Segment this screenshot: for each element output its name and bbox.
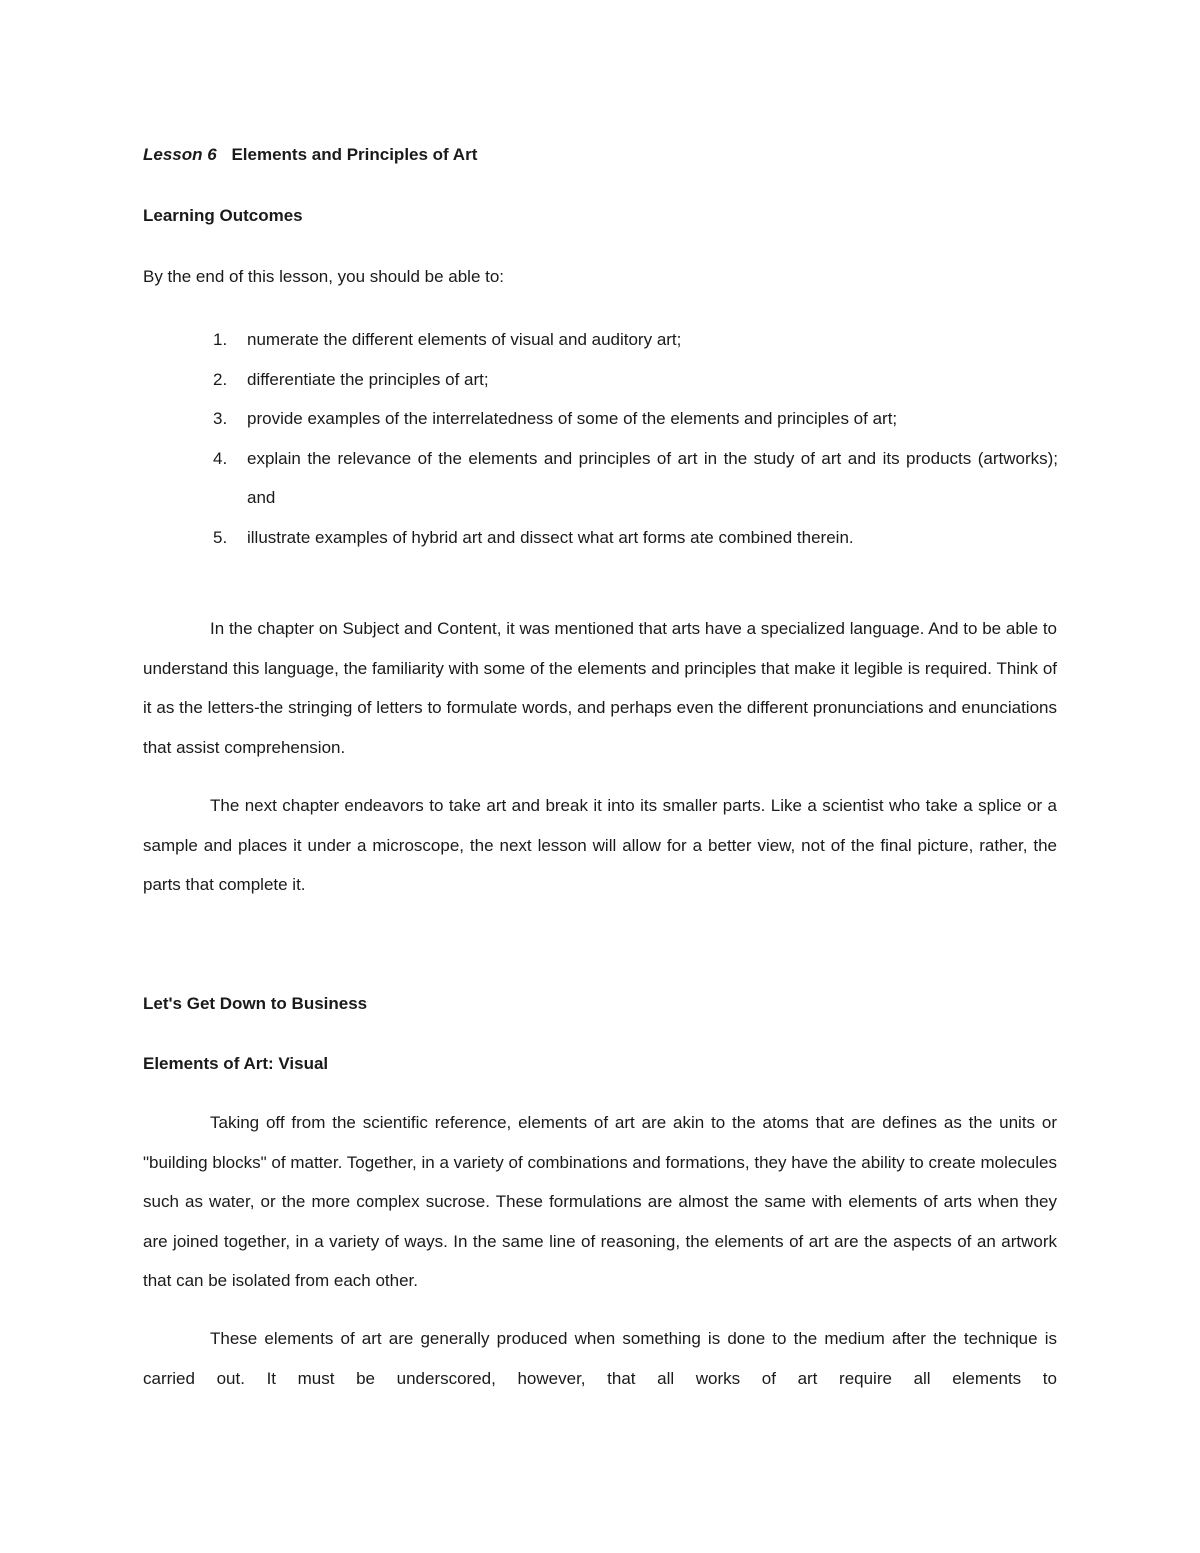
list-item-number: 2. [213,369,228,389]
body-paragraph-2: The next chapter endeavors to take art and break it into its smaller parts. Like a scientist who take a splice or a sample and places it under a microscope, the next lesson will allow for a better view, not of the final picture, rather, the parts that complete it. [143,796,1057,894]
lesson-number: Lesson 6 [143,145,217,164]
list-item-number: 4. [213,448,228,468]
list-item-number: 3. [213,409,228,428]
list-item [143,320,1058,360]
section-paragraph-1: Taking off from the scientific reference, elements of art are akin to the atoms that are defines as the units or "building blocks" of matter. Together, in a variety of combinations and formations, they have the ability to create molecules such as water, or the more complex sucrose. These formulations are almost the same with elements of arts when they are joined together, in a variety of ways. In the same line of reasoning, the elements of art are the aspects of an artwork that can be isolated from each other. [143,1113,1057,1290]
list-item [143,399,1058,439]
section-subheading: Elements of Art: Visual [143,1054,329,1073]
body-paragraph-1: In the chapter on Subject and Content, it was mentioned that arts have a specialized language. And to be able to understand this language, the familiarity with some of the elements and principles that make it legible is required. Think of it as the letters-the stringing of letters to formulate words, and perhaps even the different pronunciations and enunciations that assist comprehension. [143,619,1057,757]
list-item [143,439,1058,518]
section-heading: Let's Get Down to Business [143,994,368,1013]
list-item-number: 5. [213,527,228,547]
lesson-title-text: Elements and Principles of Art [231,145,478,164]
learning-outcomes-heading: Learning Outcomes [143,206,303,225]
learning-outcomes-list [143,320,1058,557]
learning-outcomes-intro: By the end of this lesson, you should be able to: [143,267,505,286]
list-item [143,518,1058,558]
list-item-text: illustrate examples of hybrid art and dissect what art forms ate combined therein. [247,527,854,547]
list-item [143,360,1058,400]
list-item-text: explain the relevance of the elements and principles of art in the study of art and its products (artworks); and [247,448,1058,507]
section-paragraph-2: These elements of art are generally produced when something is done to the medium after the technique is carried out. It must be underscored, however, that all works of art require all elements to [143,1329,1057,1388]
list-item-text: differentiate the principles of art; [247,369,489,389]
list-item-number: 1. [213,330,228,349]
list-item-text: provide examples of the interrelatedness of some of the elements and principles of art; [247,409,898,428]
lesson-title [143,145,477,165]
list-item-text: numerate the different elements of visual and auditory art; [247,330,682,349]
